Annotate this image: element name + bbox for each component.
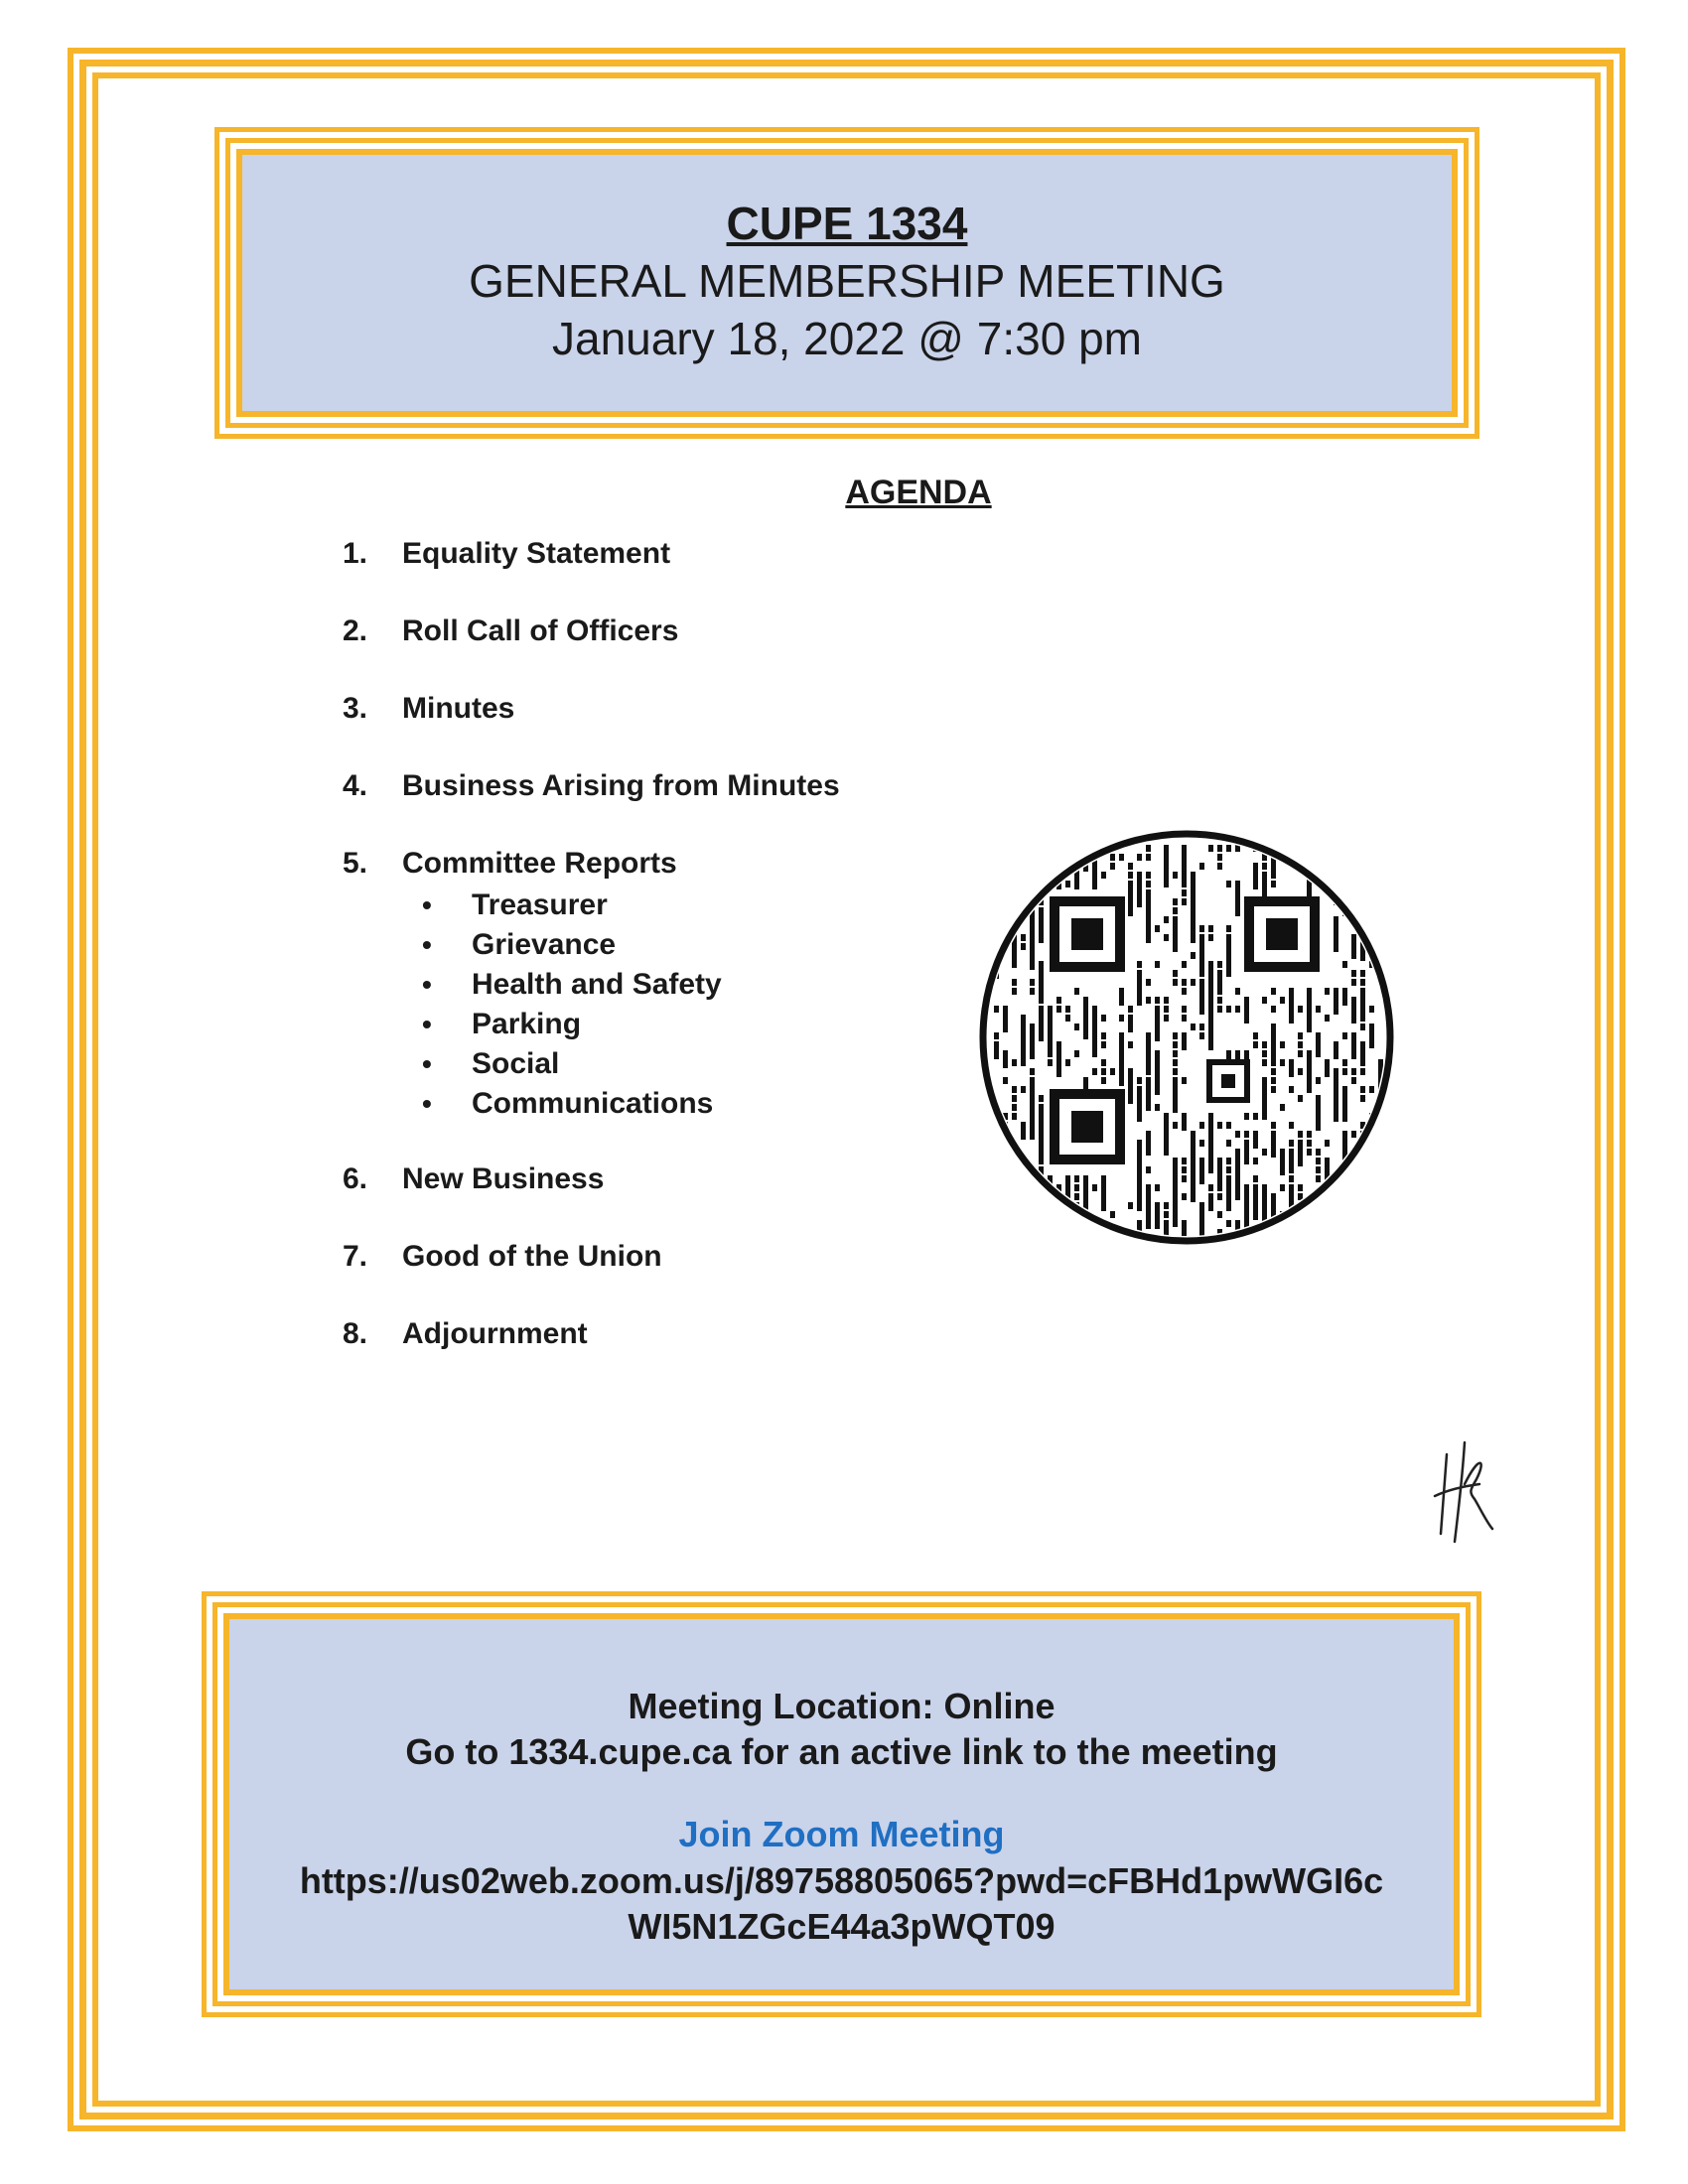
bullet-icon: • xyxy=(422,889,432,920)
zoom-url-line-1[interactable]: https://us02web.zoom.us/j/89758805065?pwd=cFBHd1pwWGI6c xyxy=(299,1860,1384,1901)
bullet-icon: • xyxy=(422,1048,432,1079)
committee-label: Health and Safety xyxy=(472,968,722,1001)
committee-item xyxy=(422,1005,1038,1044)
committee-item xyxy=(422,886,1038,925)
committee-item xyxy=(422,1084,1038,1124)
meeting-instruction: Go to 1334.cupe.ca for an active link to the meeting xyxy=(405,1731,1278,1772)
header-banner xyxy=(236,149,1458,417)
agenda-heading: AGENDA xyxy=(845,474,992,511)
agenda-item xyxy=(343,614,1038,691)
agenda-item-label: Adjournment xyxy=(402,1317,588,1350)
agenda-item-label: Minutes xyxy=(402,692,515,725)
agenda-item-label: New Business xyxy=(402,1162,605,1195)
meeting-title: GENERAL MEMBERSHIP MEETING xyxy=(469,255,1225,307)
bullet-icon: • xyxy=(422,929,432,960)
agenda-item xyxy=(343,536,1038,614)
agenda-item-number: 7. xyxy=(343,1240,368,1273)
agenda-item-number: 2. xyxy=(343,614,368,647)
qr-code-icon[interactable] xyxy=(978,829,1395,1246)
committee-item xyxy=(422,925,1038,965)
bullet-icon: • xyxy=(422,969,432,1000)
agenda-item-label: Committee Reports xyxy=(402,847,677,880)
signature-mark xyxy=(1425,1434,1499,1549)
committee-item xyxy=(422,1044,1038,1084)
agenda-item-label: Roll Call of Officers xyxy=(402,614,679,647)
agenda-item xyxy=(343,1239,1038,1316)
agenda-item-number: 3. xyxy=(343,692,368,725)
union-title: CUPE 1334 xyxy=(726,198,968,249)
agenda-item xyxy=(343,846,1038,1161)
committee-label: Treasurer xyxy=(472,888,608,921)
agenda-item xyxy=(343,1161,1038,1239)
meeting-location: Meeting Location: Online xyxy=(628,1686,1055,1726)
agenda-item-number: 6. xyxy=(343,1162,368,1195)
committee-label: Parking xyxy=(472,1008,582,1040)
footer-banner xyxy=(223,1613,1460,1995)
meeting-date: January 18, 2022 @ 7:30 pm xyxy=(552,313,1142,364)
committee-label: Grievance xyxy=(472,928,617,961)
agenda-list xyxy=(343,536,1038,1394)
bullet-icon: • xyxy=(422,1088,432,1119)
committee-item xyxy=(422,965,1038,1005)
committee-label: Communications xyxy=(472,1087,714,1120)
join-zoom-link[interactable]: Join Zoom Meeting xyxy=(678,1814,1005,1854)
agenda-item xyxy=(343,1316,1038,1394)
agenda-item-number: 4. xyxy=(343,769,368,802)
zoom-url-line-2[interactable]: WI5N1ZGcE44a3pWQT09 xyxy=(628,1906,1055,1947)
committee-list xyxy=(422,886,1038,1124)
bullet-icon: • xyxy=(422,1009,432,1039)
agenda-item-label: Business Arising from Minutes xyxy=(402,769,840,802)
agenda-item-number: 1. xyxy=(343,537,368,570)
agenda-item xyxy=(343,768,1038,846)
agenda-item-label: Good of the Union xyxy=(402,1240,662,1273)
committee-label: Social xyxy=(472,1047,560,1080)
agenda-item xyxy=(343,691,1038,768)
agenda-item-number: 8. xyxy=(343,1317,368,1350)
agenda-item-label: Equality Statement xyxy=(402,537,671,570)
agenda-item-number: 5. xyxy=(343,847,368,880)
